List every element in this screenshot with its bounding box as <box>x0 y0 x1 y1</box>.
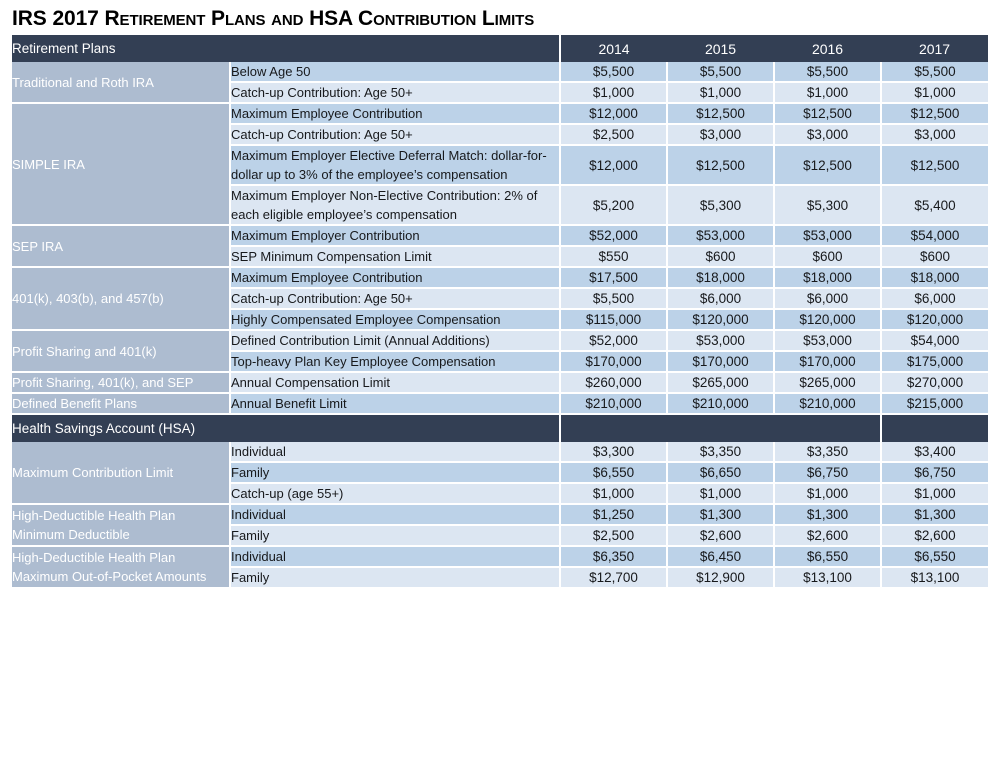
value-cell-2015: $6,000 <box>667 288 774 309</box>
row-description: Annual Compensation Limit <box>230 372 560 393</box>
value-cell-2017: $13,100 <box>881 567 988 588</box>
row-description: Maximum Employee Contribution <box>230 103 560 124</box>
value-cell-2014: $5,500 <box>560 62 667 82</box>
value-cell-2015: $5,500 <box>667 62 774 82</box>
value-cell-2016: $3,350 <box>774 442 881 462</box>
value-cell-2014: $115,000 <box>560 309 667 330</box>
row-category-label: 401(k), 403(b), and 457(b) <box>12 267 230 330</box>
value-cell-2014: $6,350 <box>560 546 667 567</box>
page-title: IRS 2017 Retirement Plans and HSA Contribution Limits <box>12 7 535 30</box>
row-description: Catch-up Contribution: Age 50+ <box>230 124 560 145</box>
column-header-year-2015: 2015 <box>667 35 774 62</box>
value-cell-2017: $12,500 <box>881 145 988 185</box>
value-cell-2014: $12,700 <box>560 567 667 588</box>
limits-table-container <box>12 35 988 589</box>
value-cell-2016: $120,000 <box>774 309 881 330</box>
value-cell-2015: $120,000 <box>667 309 774 330</box>
value-cell-2014: $3,300 <box>560 442 667 462</box>
value-cell-2016: $6,750 <box>774 462 881 483</box>
value-cell-2017: $6,000 <box>881 288 988 309</box>
value-cell-2016: $6,550 <box>774 546 881 567</box>
value-cell-2017: $54,000 <box>881 225 988 246</box>
value-cell-2015: $265,000 <box>667 372 774 393</box>
value-cell-2016: $1,000 <box>774 483 881 504</box>
value-cell-2017: $270,000 <box>881 372 988 393</box>
table-row <box>12 62 988 82</box>
section-header-row <box>12 414 988 442</box>
column-header-year-2014: 2014 <box>560 35 667 62</box>
row-description: Catch-up (age 55+) <box>230 483 560 504</box>
value-cell-2016: $53,000 <box>774 330 881 351</box>
value-cell-2014: $2,500 <box>560 525 667 546</box>
row-description: Family <box>230 462 560 483</box>
row-description: Individual <box>230 546 560 567</box>
value-cell-2014: $210,000 <box>560 393 667 414</box>
row-category-label: Defined Benefit Plans <box>12 393 230 414</box>
value-cell-2016: $3,000 <box>774 124 881 145</box>
row-category-label: SIMPLE IRA <box>12 103 230 225</box>
row-description: Maximum Employee Contribution <box>230 267 560 288</box>
table-row <box>12 267 988 288</box>
value-cell-2017: $175,000 <box>881 351 988 372</box>
value-cell-2016: $18,000 <box>774 267 881 288</box>
value-cell-2016: $1,000 <box>774 82 881 103</box>
row-description: Highly Compensated Employee Compensation <box>230 309 560 330</box>
value-cell-2017: $18,000 <box>881 267 988 288</box>
value-cell-2015: $12,500 <box>667 103 774 124</box>
value-cell-2016: $210,000 <box>774 393 881 414</box>
value-cell-2016: $170,000 <box>774 351 881 372</box>
row-description: Maximum Employer Elective Deferral Match: dollar-for-dollar up to 3% of the employee’s compensation <box>230 145 560 185</box>
section-header-label: Retirement Plans <box>12 35 560 62</box>
row-description: Individual <box>230 504 560 525</box>
value-cell-2016: $600 <box>774 246 881 267</box>
value-cell-2014: $52,000 <box>560 225 667 246</box>
value-cell-2015: $12,900 <box>667 567 774 588</box>
row-description: Catch-up Contribution: Age 50+ <box>230 82 560 103</box>
section-header-label: Health Savings Account (HSA) <box>12 414 560 442</box>
table-row <box>12 330 988 351</box>
value-cell-2015: $18,000 <box>667 267 774 288</box>
table-row <box>12 225 988 246</box>
value-cell-2017: $6,750 <box>881 462 988 483</box>
value-cell-2016: $2,600 <box>774 525 881 546</box>
value-cell-2017: $5,500 <box>881 62 988 82</box>
value-cell-2017: $2,600 <box>881 525 988 546</box>
value-cell-2017: $215,000 <box>881 393 988 414</box>
value-cell-2015: $170,000 <box>667 351 774 372</box>
table-row <box>12 103 988 124</box>
value-cell-2014: $1,000 <box>560 82 667 103</box>
value-cell-2016: $265,000 <box>774 372 881 393</box>
value-cell-2015: $2,600 <box>667 525 774 546</box>
row-description: Catch-up Contribution: Age 50+ <box>230 288 560 309</box>
table-row <box>12 504 988 525</box>
section-header-filler <box>560 414 881 442</box>
value-cell-2016: $12,500 <box>774 103 881 124</box>
value-cell-2014: $260,000 <box>560 372 667 393</box>
row-category-label: Profit Sharing and 401(k) <box>12 330 230 372</box>
row-category-label: SEP IRA <box>12 225 230 267</box>
value-cell-2015: $6,450 <box>667 546 774 567</box>
table-row <box>12 546 988 567</box>
value-cell-2015: $53,000 <box>667 225 774 246</box>
row-description: Annual Benefit Limit <box>230 393 560 414</box>
value-cell-2014: $1,000 <box>560 483 667 504</box>
value-cell-2014: $17,500 <box>560 267 667 288</box>
value-cell-2016: $53,000 <box>774 225 881 246</box>
value-cell-2016: $5,300 <box>774 185 881 225</box>
row-description: SEP Minimum Compensation Limit <box>230 246 560 267</box>
value-cell-2017: $6,550 <box>881 546 988 567</box>
value-cell-2015: $3,000 <box>667 124 774 145</box>
value-cell-2015: $1,000 <box>667 82 774 103</box>
row-category-label: Profit Sharing, 401(k), and SEP <box>12 372 230 393</box>
value-cell-2015: $210,000 <box>667 393 774 414</box>
value-cell-2014: $170,000 <box>560 351 667 372</box>
value-cell-2015: $5,300 <box>667 185 774 225</box>
value-cell-2017: $120,000 <box>881 309 988 330</box>
value-cell-2014: $2,500 <box>560 124 667 145</box>
contribution-limits-table <box>12 35 988 589</box>
value-cell-2015: $12,500 <box>667 145 774 185</box>
row-category-label: High-Deductible Health Plan Minimum Deductible <box>12 504 230 546</box>
row-description: Family <box>230 525 560 546</box>
value-cell-2017: $3,000 <box>881 124 988 145</box>
value-cell-2015: $1,300 <box>667 504 774 525</box>
value-cell-2016: $13,100 <box>774 567 881 588</box>
value-cell-2015: $3,350 <box>667 442 774 462</box>
value-cell-2017: $3,400 <box>881 442 988 462</box>
value-cell-2017: $1,000 <box>881 82 988 103</box>
column-header-year-2016: 2016 <box>774 35 881 62</box>
row-category-label: Traditional and Roth IRA <box>12 62 230 103</box>
value-cell-2015: $6,650 <box>667 462 774 483</box>
table-row <box>12 442 988 462</box>
row-description: Top-heavy Plan Key Employee Compensation <box>230 351 560 372</box>
value-cell-2015: $53,000 <box>667 330 774 351</box>
value-cell-2017: $1,300 <box>881 504 988 525</box>
column-header-year-2017: 2017 <box>881 35 988 62</box>
value-cell-2014: $550 <box>560 246 667 267</box>
value-cell-2014: $5,500 <box>560 288 667 309</box>
value-cell-2015: $1,000 <box>667 483 774 504</box>
value-cell-2014: $52,000 <box>560 330 667 351</box>
value-cell-2017: $600 <box>881 246 988 267</box>
row-description: Below Age 50 <box>230 62 560 82</box>
row-category-label: High-Deductible Health Plan Maximum Out-of-Pocket Amounts <box>12 546 230 588</box>
value-cell-2014: $12,000 <box>560 103 667 124</box>
row-description: Maximum Employer Contribution <box>230 225 560 246</box>
row-description: Family <box>230 567 560 588</box>
value-cell-2016: $1,300 <box>774 504 881 525</box>
row-description: Defined Contribution Limit (Annual Additions) <box>230 330 560 351</box>
value-cell-2017: $5,400 <box>881 185 988 225</box>
value-cell-2014: $6,550 <box>560 462 667 483</box>
value-cell-2016: $5,500 <box>774 62 881 82</box>
value-cell-2017: $1,000 <box>881 483 988 504</box>
section-header-filler-end <box>881 414 988 442</box>
value-cell-2014: $1,250 <box>560 504 667 525</box>
section-header-row <box>12 35 988 62</box>
value-cell-2016: $6,000 <box>774 288 881 309</box>
value-cell-2015: $600 <box>667 246 774 267</box>
value-cell-2014: $12,000 <box>560 145 667 185</box>
row-category-label: Maximum Contribution Limit <box>12 442 230 504</box>
table-row <box>12 372 988 393</box>
value-cell-2014: $5,200 <box>560 185 667 225</box>
row-description: Maximum Employer Non-Elective Contribution: 2% of each eligible employee’s compensation <box>230 185 560 225</box>
value-cell-2016: $12,500 <box>774 145 881 185</box>
row-description: Individual <box>230 442 560 462</box>
value-cell-2017: $12,500 <box>881 103 988 124</box>
value-cell-2017: $54,000 <box>881 330 988 351</box>
table-row <box>12 393 988 414</box>
